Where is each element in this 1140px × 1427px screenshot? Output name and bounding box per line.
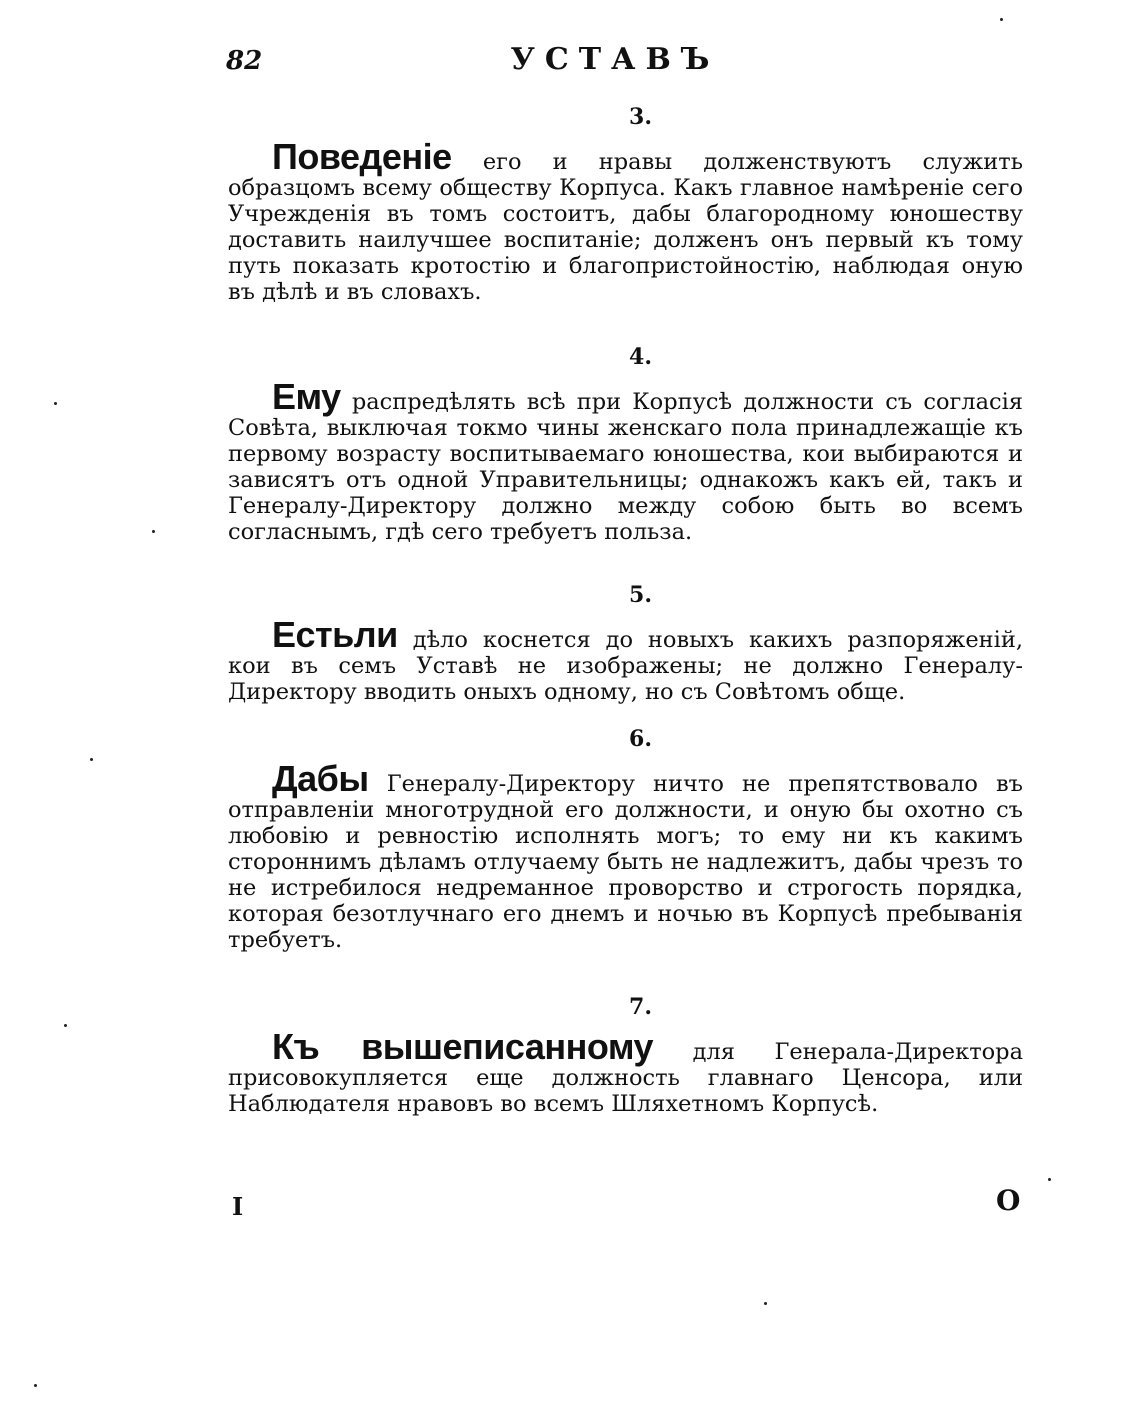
scan-speck (152, 530, 155, 533)
scan-speck (34, 1384, 37, 1387)
section-body: дѣло коснется до новыхъ какихъ разпоряженій, кои въ семъ Уставѣ не изображены; не должно Генералу-Директору вводить оныхъ одному, но съ Совѣтомъ обще. (228, 627, 1023, 705)
section-number: 3. (629, 104, 652, 130)
section-text (228, 758, 1023, 953)
section-4 (228, 344, 1023, 545)
scan-speck (1048, 1178, 1051, 1181)
scan-speck (764, 1302, 767, 1305)
section-number: 4. (629, 344, 652, 370)
section-7 (228, 994, 1023, 1117)
section-body: для Генерала-Директора присовокупляется еще должность главнаго Ценсора, или Наблюдателя нравовъ во всемъ Шляхетномъ Корпусѣ. (228, 1039, 1024, 1117)
scan-speck (64, 1024, 67, 1027)
catchword: О (996, 1184, 1021, 1217)
scan-speck (90, 758, 93, 761)
section-text (228, 136, 1023, 305)
section-6 (228, 726, 1023, 953)
section-5 (228, 582, 1023, 705)
section-number: 5. (629, 582, 652, 608)
scan-speck (1000, 18, 1003, 21)
section-text (228, 376, 1024, 545)
page-number: 82 (226, 46, 263, 76)
section-lead-word: Естьли (272, 614, 398, 655)
signature-mark: I (232, 1192, 244, 1221)
section-3 (228, 104, 1023, 305)
section-lead-word: Къ вышеписанному (272, 1026, 654, 1067)
section-lead-word: Ему (272, 376, 341, 417)
section-lead-word: Дабы (272, 758, 369, 799)
section-body: его и нравы долженствуютъ служить образцомъ всему обществу Корпуса. Какъ главное намѣреніе сего Учрежденія въ томъ состоитъ, дабы благородному юношеству доставить наилучшее воспитаніе; долженъ онъ первый къ тому путь показать кротостію и благопристойностію, наблюдая оную въ дѣлѣ и въ словахъ. (228, 149, 1023, 305)
section-text (228, 614, 1023, 705)
section-number: 7. (629, 994, 652, 1020)
section-number: 6. (629, 726, 652, 752)
scan-speck (54, 402, 57, 405)
section-lead-word: Поведеніе (272, 136, 452, 177)
running-title: УСТАВЪ (510, 42, 720, 77)
section-body: Генералу-Директору ничто не препятствовало въ отправленіи многотрудной его должности, и оную бы охотно съ любовію и ревностію исполнять могъ; то ему ни къ какимъ стороннимъ дѣламъ отлучаему быть не надлежитъ, дабы чрезъ то не истребилося недреманное проворство и строгость порядка, которая безотлучнаго его днемъ и ночью въ Корпусѣ пребыванія требуетъ. (228, 771, 1023, 953)
section-text (228, 1026, 1024, 1117)
section-body: распредѣлять всѣ при Корпусѣ должности съ согласія Совѣта, выключая токмо чины женскаго пола принадлежащіе къ первому возрасту воспитываемаго юношества, кои выбираются и зависятъ отъ одной Управительницы; однакожъ какъ ей, такъ и Генералу-Директору должно между собою быть во всемъ согласнымъ, гдѣ сего требуетъ польза. (228, 389, 1024, 545)
